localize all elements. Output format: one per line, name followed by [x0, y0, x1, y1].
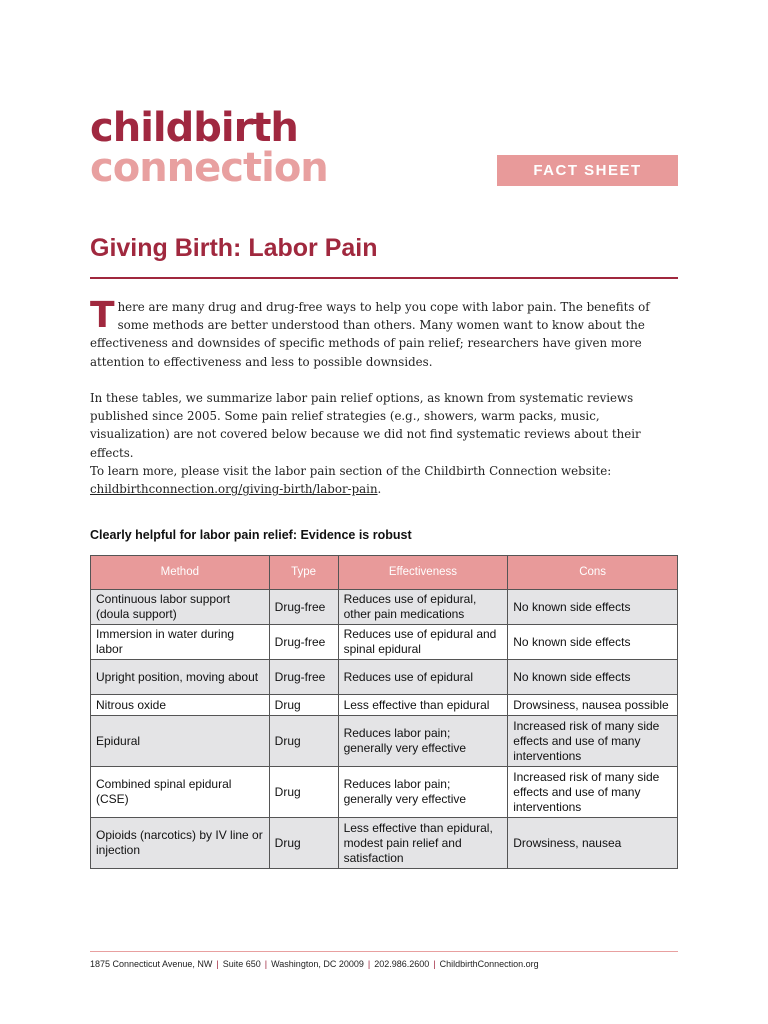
page-title: Giving Birth: Labor Pain — [90, 234, 378, 262]
table-row — [91, 625, 678, 660]
footer-separator: | — [264, 959, 268, 969]
table-title: Clearly helpful for labor pain relief: Evidence is robust — [90, 528, 412, 542]
cell-type: Drug — [269, 695, 338, 716]
footer-website[interactable]: ChildbirthConnection.org — [439, 959, 539, 969]
footer-separator: | — [367, 959, 371, 969]
cell-effectiveness: Reduces labor pain; generally very effective — [338, 716, 508, 767]
cell-type: Drug-free — [269, 660, 338, 695]
cell-cons: Drowsiness, nausea — [508, 818, 678, 869]
cell-cons: No known side effects — [508, 590, 678, 625]
table-header-row — [91, 556, 678, 590]
learn-more-period: . — [377, 482, 382, 497]
childbirth-connection-logo — [90, 105, 328, 191]
title-divider — [90, 277, 678, 279]
cell-cons: Drowsiness, nausea possible — [508, 695, 678, 716]
cell-type: Drug-free — [269, 590, 338, 625]
intro-paragraph-2: In these tables, we summarize labor pain relief options, as known from systematic reviews published since 2005. Some pain relief strategies (e.g., showers, warm packs, music, visualization) are not covered below because we did not find systematic reviews about their effects. — [90, 391, 641, 460]
cell-type: Drug — [269, 767, 338, 818]
header-effectiveness: Effectiveness — [338, 556, 508, 590]
intro-paragraph-3 — [90, 462, 678, 498]
cell-effectiveness: Reduces use of epidural — [338, 660, 508, 695]
cell-cons: No known side effects — [508, 660, 678, 695]
footer-phone: 202.986.2600 — [374, 959, 430, 969]
cell-method: Continuous labor support (doula support) — [91, 590, 270, 625]
cell-method: Opioids (narcotics) by IV line or injection — [91, 818, 270, 869]
cell-type: Drug — [269, 818, 338, 869]
header-type: Type — [269, 556, 338, 590]
cell-effectiveness: Reduces use of epidural and spinal epidural — [338, 625, 508, 660]
cell-effectiveness: Reduces labor pain; generally very effective — [338, 767, 508, 818]
cell-effectiveness: Less effective than epidural — [338, 695, 508, 716]
table-row — [91, 695, 678, 716]
footer-city: Washington, DC 20009 — [271, 959, 364, 969]
header-method: Method — [91, 556, 270, 590]
table-row — [91, 716, 678, 767]
footer-suite: Suite 650 — [222, 959, 261, 969]
intro-paragraph-1 — [90, 295, 678, 371]
cell-method: Epidural — [91, 716, 270, 767]
table-row — [91, 660, 678, 695]
footer-street: 1875 Connecticut Avenue, NW — [90, 959, 213, 969]
header-cons: Cons — [508, 556, 678, 590]
pain-relief-table — [90, 555, 678, 869]
footer-separator: | — [433, 959, 436, 969]
logo-line-childbirth: childbirth — [90, 105, 298, 151]
cell-type: Drug — [269, 716, 338, 767]
cell-method: Immersion in water during labor — [91, 625, 270, 660]
table-row — [91, 767, 678, 818]
cell-method: Nitrous oxide — [91, 695, 270, 716]
cell-cons: Increased risk of many side effects and use of many interventions — [508, 767, 678, 818]
table-row — [91, 818, 678, 869]
footer-separator: | — [216, 959, 219, 969]
footer-address — [90, 959, 539, 969]
footer-divider — [90, 951, 678, 952]
table-row — [91, 590, 678, 625]
logo-line-connection: connection — [90, 145, 328, 191]
cell-effectiveness: Reduces use of epidural, other pain medications — [338, 590, 508, 625]
labor-pain-link[interactable]: childbirthconnection.org/giving-birth/labor-pain — [90, 482, 378, 497]
cell-effectiveness: Less effective than epidural, modest pain relief and satisfaction — [338, 818, 508, 869]
cell-method: Combined spinal epidural (CSE) — [91, 767, 270, 818]
cell-type: Drug-free — [269, 625, 338, 660]
fact-sheet-badge: FACT SHEET — [497, 155, 678, 186]
cell-cons: No known side effects — [508, 625, 678, 660]
cell-method: Upright position, moving about — [91, 660, 270, 695]
cell-cons: Increased risk of many side effects and use of many interventions — [508, 716, 678, 767]
intro-paragraph-1-text: here are many drug and drug-free ways to help you cope with labor pain. The benefits of some methods are better understood than others. Many women want to know about the effectiveness and downsides of specific methods of pain relief; researchers have given more attention to effectiveness and less to possible downsides. — [90, 300, 650, 369]
drop-cap: T — [90, 295, 115, 336]
learn-more-text: To learn more, please visit the labor pain section of the Childbirth Connection website: — [90, 464, 612, 478]
